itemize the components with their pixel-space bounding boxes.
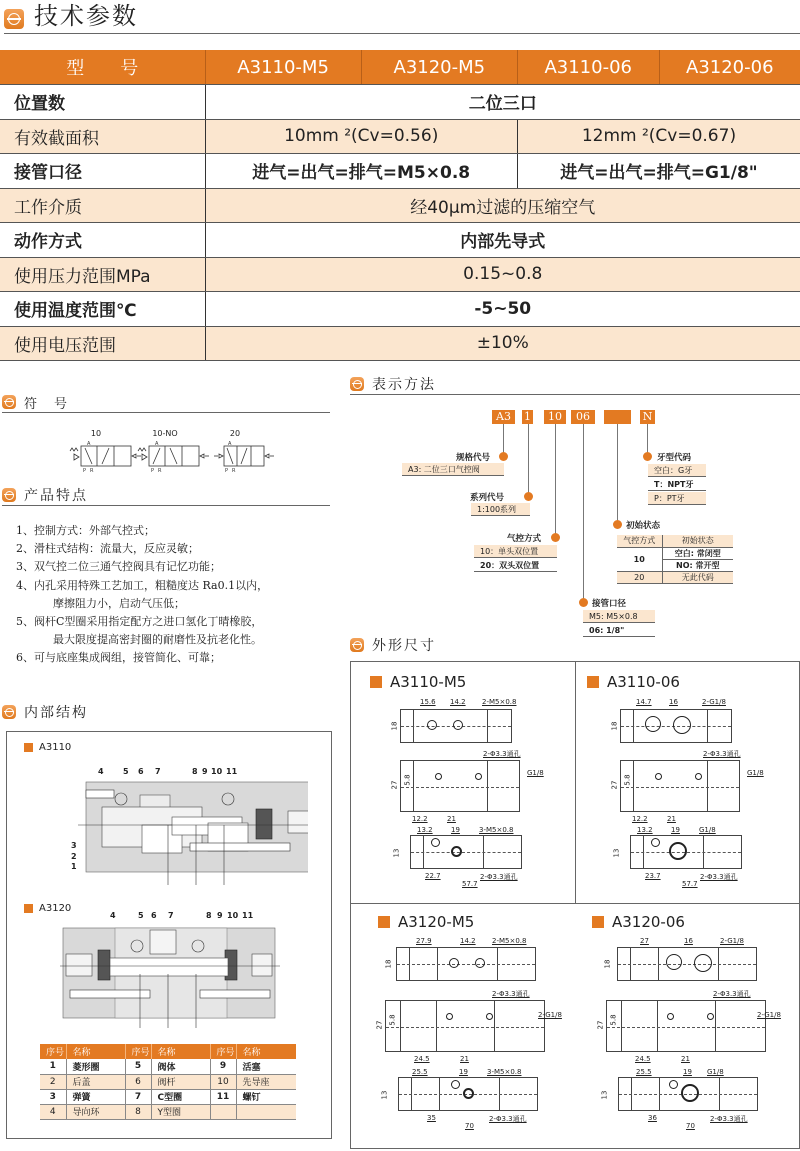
dim-label: 5.8 [388,1014,397,1026]
square-bullet-icon [592,916,604,928]
feature-item: 2、滑柱式结构：流量大，反应灵敏； [16,542,199,556]
section-header-symbols [2,395,330,413]
spec-label: 接管口径 [0,154,205,189]
marker-dot-icon [579,598,588,607]
col-header: 初始状态 [662,535,733,547]
svg-text:5: 5 [138,911,144,920]
model-tag-label: A3110-M5 [390,673,467,691]
svg-text:8: 8 [192,767,198,776]
svg-text:11: 11 [226,767,238,776]
col-header: 序号 [125,1044,151,1059]
svg-text:4: 4 [110,911,116,920]
spec-value: 内部先导式 [205,223,800,258]
model-tag-label: A3120-M5 [398,913,475,931]
model-a3110-06: A3110-06 [517,50,659,85]
part-name [236,1104,296,1119]
brand-logo-icon [2,705,16,719]
parts-table [40,1044,296,1120]
dim-label: 2-Φ3.3通孔 [700,873,738,881]
callout: 3 [71,841,77,850]
model-tag-a3110 [24,742,71,753]
dim-label: 25.5 [636,1068,652,1076]
init-mode: 20 [617,571,662,583]
marker-dot-icon [524,492,533,501]
square-bullet-icon [587,676,599,688]
part-name: 活塞 [236,1059,296,1074]
dim-label: 21 [460,1055,469,1063]
code-segment-initial [604,410,631,424]
square-bullet-icon [370,676,382,688]
spec-value: 二位三口 [205,85,800,120]
callout: 2 [71,851,77,861]
dim-label: 70 [465,1122,474,1130]
dim-label: 12.2 [632,815,648,823]
dim-label: 70 [686,1122,695,1130]
part-name: 弹簧 [66,1089,125,1104]
part-name: 菱形圈 [66,1059,125,1074]
a3110-side-callouts [71,841,77,873]
spec-value: ±10% [205,326,800,361]
spec-value: 0.15~0.8 [205,257,800,292]
section-header-tech-params [4,0,800,34]
code-segment-thread: N [640,410,655,424]
dim-label: 27.9 [416,937,432,945]
square-bullet-icon [24,904,33,913]
dim-label: 21 [681,1055,690,1063]
dim-label: 57.7 [462,880,478,888]
model-tag-label: A3120-06 [612,913,685,931]
dim-label: 2-G1/8 [720,937,744,945]
symbol-label: 20 [229,429,241,438]
spec-value-left: 进气=出气=排气=M5×0.8 [205,154,517,189]
marker-dot-icon [613,520,622,529]
dim-label: 18 [610,721,619,731]
part-name: 阀体 [151,1059,210,1074]
init-state: 无此代码 [662,571,733,583]
drawing-front-view [620,760,740,812]
feature-item: 5、阀杆C型圈采用指定配方之进口氢化丁晴橡胶， [16,615,263,629]
model-a3120-m5: A3120-M5 [361,50,517,85]
section-header-dimensions [350,635,470,655]
divider [575,661,576,903]
dim-label: 18 [603,959,612,969]
svg-text:10: 10 [211,767,223,776]
parts-row [40,1089,296,1104]
drawing-top-view [396,947,536,981]
drawing-top-view [617,947,757,981]
section-title: 产品特点 [24,488,88,504]
code-segment-control: 10 [544,410,566,424]
dim-label: 2-Φ3.3通孔 [483,750,521,758]
svg-text:9: 9 [202,767,208,776]
dim-label: 24.5 [414,1055,430,1063]
drawing-bottom-view [618,1077,758,1111]
dim-label: 16 [684,937,693,945]
spec-code-option: A3: 二位三口气控阀 [402,463,504,476]
col-header: 名称 [66,1044,125,1059]
part-no: 3 [40,1089,66,1104]
dim-label: 16 [669,698,678,706]
part-name: C型圈 [151,1089,210,1104]
dim-label: 5.8 [623,774,632,786]
dim-label: 21 [667,815,676,823]
part-no: 11 [210,1089,236,1104]
dim-label: 2-Φ3.3通孔 [713,990,751,998]
svg-text:A: A [228,441,232,447]
spec-value: -5~50 [205,292,800,327]
dim-label: 19 [683,1068,692,1076]
dim-label: 21 [447,815,456,823]
code-segment-series: 1 [524,410,531,423]
dim-label: 14.7 [636,698,652,706]
feature-item: 4、内孔采用特殊工艺加工，粗糙度达 Ra0.1以内， [16,578,269,592]
series-code-option: 1:100系列 [471,503,530,516]
part-name: 螺钉 [236,1089,296,1104]
spec-label: 使用电压范围 [0,326,205,361]
part-no: 7 [125,1089,151,1104]
dim-label: 22.7 [425,872,441,880]
svg-text:6: 6 [138,767,144,776]
feature-item: 6、可与底座集成阀组，接管简化、可靠； [16,651,221,665]
parts-header-row [40,1044,296,1059]
dim-label: 2-G1/8 [538,1011,562,1019]
drawing-front-view [400,760,520,812]
drawing-bottom-view [410,835,522,869]
dim-label: 3-M5×0.8 [487,1068,522,1076]
part-no: 8 [125,1104,151,1119]
dim-label: 19 [459,1068,468,1076]
spec-table [0,50,800,361]
spec-label: 动作方式 [0,223,205,258]
dim-label: 15.6 [420,698,436,706]
svg-text:A: A [87,441,91,447]
section-title: 表示方法 [372,377,436,393]
dim-label: 5.8 [609,1014,618,1026]
dim-label: 2-Φ3.3通孔 [703,750,741,758]
spec-row [0,85,800,120]
dim-label: 19 [671,826,680,834]
leader-line [617,424,618,524]
dim-label: 14.2 [450,698,466,706]
dim-label: 2-G1/8 [702,698,726,706]
part-name: 先导座 [236,1074,296,1089]
spec-row [0,223,800,258]
part-no: 1 [40,1059,66,1074]
marker-dot-icon [643,452,652,461]
svg-text:5: 5 [123,767,129,776]
svg-text:11: 11 [242,911,254,920]
dim-label: 13 [612,848,621,858]
page-title: 技术参数 [34,2,138,30]
section-title: 内部结构 [24,705,88,721]
spec-row [0,292,800,327]
model-a3120-06: A3120-06 [659,50,800,85]
part-no: 10 [210,1074,236,1089]
dim-label: 2-Φ3.3通孔 [489,1115,527,1123]
dim-label: 23.7 [645,872,661,880]
section-header-ordering [350,375,800,395]
parts-row [40,1104,296,1119]
dim-label: 12.2 [412,815,428,823]
symbol-label: 10-NO [152,429,178,438]
dim-label: 13 [600,1090,609,1100]
drawing-top-view [620,709,732,743]
brand-logo-icon [4,9,24,29]
svg-text:8: 8 [206,911,212,920]
dim-label: 57.7 [682,880,698,888]
dim-label: 2-M5×0.8 [482,698,517,706]
features-list [16,522,268,668]
dim-label: 27 [610,780,619,790]
spec-label: 工作介质 [0,188,205,223]
marker-dot-icon [499,452,508,461]
section-header-internal [2,702,112,722]
col-header: 名称 [151,1044,210,1059]
part-no: 9 [210,1059,236,1074]
initial-state-table [617,535,733,584]
part-name: 导向环 [66,1104,125,1119]
init-state: 空白: 常闭型 [662,547,733,559]
spec-code-label: 规格代号 [456,453,491,463]
dim-label: 13 [392,848,401,858]
dim-label: 18 [390,721,399,731]
spec-value-left: 10mm ²(Cv=0.56) [205,119,517,154]
drawing-bottom-view [398,1077,538,1111]
feature-item: 最大限度提高密封圈的耐磨性及抗老化性。 [53,633,262,647]
spec-row [0,326,800,361]
parts-row [40,1074,296,1089]
spec-label: 使用温度范围℃ [0,292,205,327]
svg-text:9: 9 [217,911,223,920]
code-segment-spec: A3 [492,410,515,424]
spec-row [0,257,800,292]
section-title: 外形尺寸 [372,638,436,654]
dim-label: 24.5 [635,1055,651,1063]
dim-label: 27 [640,937,649,945]
dim-label: 27 [390,780,399,790]
a3120-cross-section-icon [60,908,288,1028]
col-header: 序号 [210,1044,236,1059]
model-tag-label: A3110 [39,742,72,753]
spec-row [0,188,800,223]
square-bullet-icon [378,916,390,928]
dim-label: 19 [451,826,460,834]
dim-label: 2-Φ3.3通孔 [480,873,518,881]
dim-label: 13 [380,1090,389,1100]
dim-label: 3-M5×0.8 [479,826,514,834]
part-name: 后盖 [66,1074,125,1089]
model-tag-label: A3120 [39,903,72,914]
control-mode-option: 10：单头双位置 [474,545,557,558]
part-no: 2 [40,1074,66,1089]
initial-state-label: 初始状态 [626,521,661,531]
thread-code-label: 牙型代码 [657,453,692,463]
dim-label: 14.2 [460,937,476,945]
model-tag-a3120-m5 [378,913,474,931]
spec-value-right: 进气=出气=排气=G1/8" [517,154,800,189]
init-state: NO: 常开型 [662,559,733,571]
section-title: 符 号 [24,397,70,412]
dim-label: 27 [375,1020,384,1030]
control-mode-label: 气控方式 [507,534,542,544]
thread-code-option: P：PT牙 [648,492,706,505]
svg-text:7: 7 [155,767,161,776]
spec-label: 位置数 [0,85,205,120]
feature-item: 3、双气控二位三通气控阀具有记忆功能； [16,560,221,574]
brand-logo-icon [2,488,16,502]
model-tag-label: A3110-06 [607,673,680,691]
a3110-cross-section-icon [68,765,308,885]
drawing-front-view [606,1000,766,1052]
model-tag-a3110-06 [587,673,680,691]
series-code-label: 系列代号 [470,493,505,503]
spec-value-right: 12mm ²(Cv=0.67) [517,119,800,154]
part-name: 阀杆 [151,1074,210,1089]
svg-text:10: 10 [227,911,239,920]
part-no [210,1104,236,1119]
parts-row [40,1059,296,1074]
svg-text:R: R [158,468,162,474]
dim-label: 2-Φ3.3通孔 [710,1115,748,1123]
svg-text:7: 7 [168,911,174,920]
part-name: Y型圈 [151,1104,210,1119]
brand-logo-icon [350,377,364,391]
model-tag-a3120-06 [592,913,685,931]
feature-item: 1、控制方式：外部气控式； [16,524,155,537]
dim-label: 13.2 [417,826,433,834]
dim-label: G1/8 [707,1068,724,1076]
drawing-bottom-view [630,835,742,869]
dim-label: 5.8 [403,774,412,786]
svg-text:P: P [225,468,229,474]
code-segment-port: 06 [571,410,595,424]
leader-line [528,424,529,494]
col-header: 气控方式 [617,535,662,547]
part-no: 4 [40,1104,66,1119]
dim-label: 13.2 [637,826,653,834]
svg-text:R: R [232,468,236,474]
dim-label: 18 [384,959,393,969]
dim-label: 36 [648,1114,657,1122]
thread-code-option: 空白：G牙 [648,464,706,477]
square-bullet-icon [24,743,33,752]
symbol-label: 10 [90,429,102,438]
dim-label: 27 [596,1020,605,1030]
port-size-label: 接管口径 [592,599,627,609]
spec-header-row [0,50,800,85]
dim-label: 2-M5×0.8 [492,937,527,945]
svg-text:P: P [83,468,87,474]
spec-value: 经40μm过滤的压缩空气 [205,188,800,223]
callout: 1 [71,862,77,871]
part-no: 5 [125,1059,151,1074]
dim-label: 2-G1/8 [757,1011,781,1019]
valve-symbols-icon [65,438,275,474]
marker-dot-icon [551,533,560,542]
spec-row [0,154,800,189]
dim-label: G1/8 [527,769,544,777]
dim-label: G1/8 [699,826,716,834]
svg-text:6: 6 [151,911,157,920]
feature-item: 摩擦阻力小，启动气压低； [53,596,185,610]
spec-row [0,119,800,154]
leader-line [555,424,556,535]
dim-label: 2-Φ3.3通孔 [492,990,530,998]
port-size-option: M5: M5×0.8 [583,610,655,623]
divider [350,903,800,904]
svg-text:P: P [151,468,155,474]
drawing-front-view [385,1000,545,1052]
control-mode-option: 20：双头双位置 [474,559,557,572]
svg-text:4: 4 [98,767,104,776]
col-header: 序号 [40,1044,66,1059]
dim-label: 35 [427,1114,436,1122]
col-header: 名称 [236,1044,296,1059]
svg-text:A: A [155,441,159,447]
spec-label: 有效截面积 [0,119,205,154]
spec-label: 使用压力范围MPa [0,257,205,292]
brand-logo-icon [350,638,364,652]
brand-logo-icon [2,395,16,409]
port-size-option: 06: 1/8" [583,624,655,637]
model-label: 型 号 [0,50,205,85]
model-a3110-m5: A3110-M5 [205,50,361,85]
dim-label: G1/8 [747,769,764,777]
svg-text:R: R [90,468,94,474]
part-no: 6 [125,1074,151,1089]
leader-line [583,424,584,602]
section-header-features [2,486,330,506]
leader-line [503,424,504,453]
drawing-top-view [400,709,512,743]
dim-label: 25.5 [412,1068,428,1076]
init-mode: 10 [617,547,662,571]
thread-code-option: T：NPT牙 [648,478,706,491]
model-tag-a3110-m5 [370,673,466,691]
